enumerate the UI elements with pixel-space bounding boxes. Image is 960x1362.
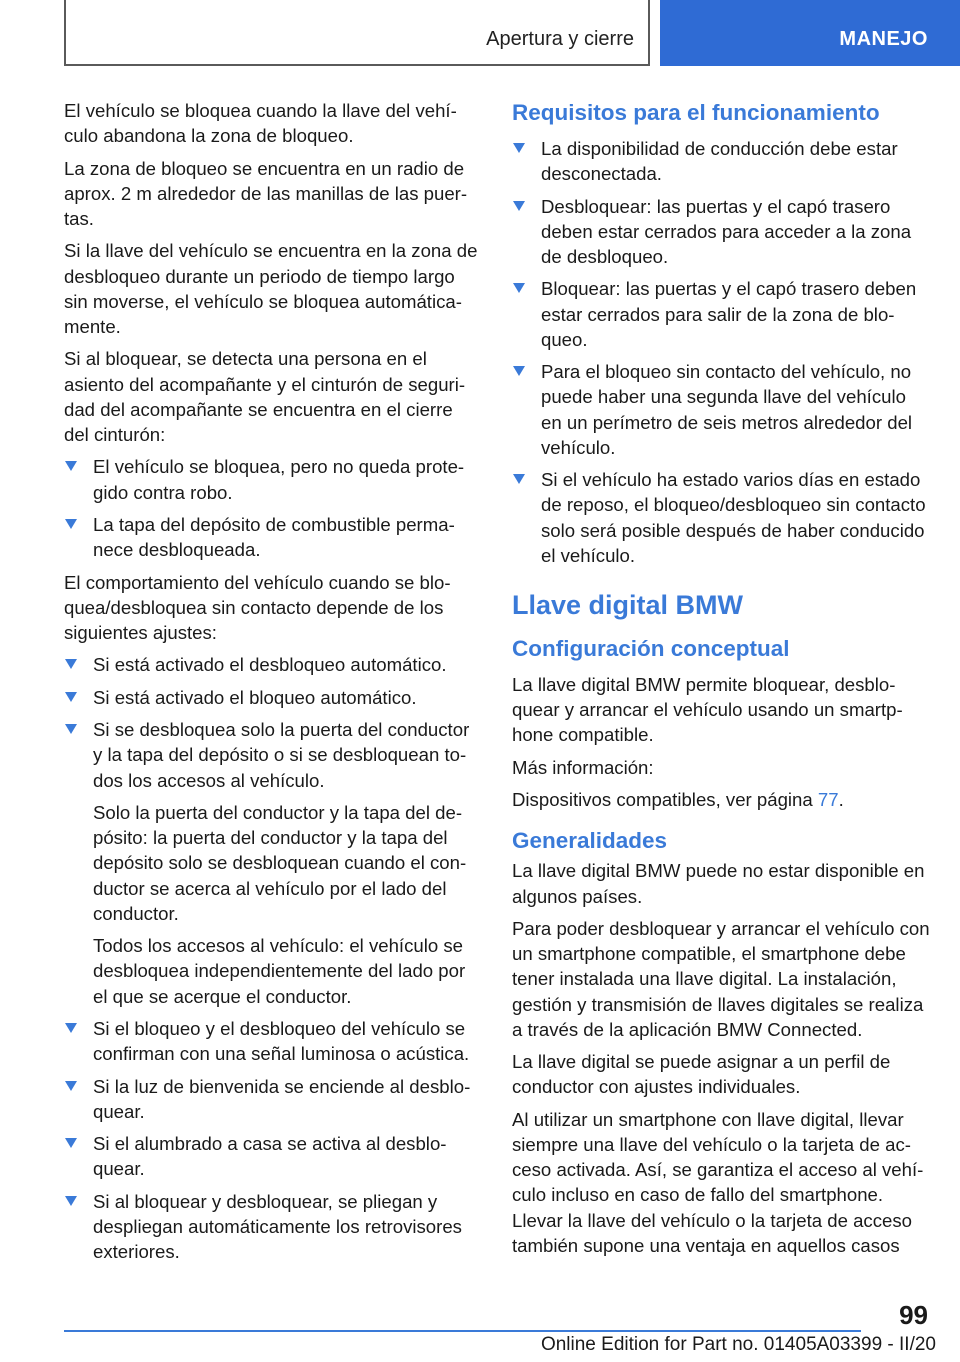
footer-divider <box>64 1330 861 1332</box>
list-item: Bloquear: las puertas y el capó trasero deben estar cerrados para salir de la zona de bloqueo. <box>512 276 930 352</box>
page-link[interactable]: 77 <box>817 789 839 811</box>
list-item: Si el alumbrado a casa se activa al desbloquear. <box>64 1131 482 1181</box>
list-subparagraph: Todos los accesos al vehículo: el vehículo se desbloquea independientemente del lado por el que se acerque el conductor. <box>93 935 466 1007</box>
page-number: 99 <box>899 1300 928 1330</box>
bullet-triangle-icon <box>65 1196 77 1206</box>
bullet-triangle-icon <box>65 1138 77 1148</box>
heading-config: Configuración conceptual <box>512 636 790 661</box>
list-item: La disponibilidad de conducción debe estar desconectada. <box>512 136 930 186</box>
bullet-triangle-icon <box>65 461 77 471</box>
bullet-triangle-icon <box>513 201 525 211</box>
list-subparagraph: Solo la puerta del conductor y la tapa del depósito: la puerta del conductor y la tapa del depósito solo se desbloquean cuando el conductor se acerca al vehículo por el lado del conductor. <box>93 801 467 924</box>
bullet-list <box>512 136 930 568</box>
heading-requirements: Requisitos para el funcionamiento <box>512 100 880 125</box>
paragraph: La llave digital BMW permite bloquear, desbloquear y arrancar el vehículo usando un smartphone compatible. <box>512 674 903 746</box>
paragraph: El comportamiento del vehículo cuando se bloquea/desbloquea sin contacto depende de los siguientes ajustes: <box>64 571 451 643</box>
paragraph: Al utilizar un smartphone con llave digital, llevar siempre una llave del vehículo o la tarjeta de acceso activada. Así, se garantiza el acceso al vehículo incluso en caso de fallo del smartphone. Llevar la llave del vehículo o la tarjeta de acceso también supone una ventaja en aquellos casos <box>512 1108 924 1256</box>
bullet-triangle-icon <box>65 659 77 669</box>
bullet-list <box>64 454 482 562</box>
list-item: Si está activado el bloqueo automático. <box>64 685 482 710</box>
paragraph: La llave digital se puede asignar a un perfil de conductor con ajustes individuales. <box>512 1051 891 1098</box>
bullet-triangle-icon <box>513 283 525 293</box>
section-title: Apertura y cierre <box>486 28 634 50</box>
list-item: Si se desbloquea solo la puerta del conductor y la tapa del depósito o si se desbloquean todos los accesos al vehículo. <box>64 717 482 793</box>
bullet-triangle-icon <box>513 366 525 376</box>
heading-general: Generalidades <box>512 828 668 854</box>
list-item: Si la luz de bienvenida se enciende al desbloquear. <box>64 1074 482 1124</box>
chapter-tab[interactable]: MANEJO <box>660 0 960 66</box>
bullet-triangle-icon <box>65 1081 77 1091</box>
paragraph: La zona de bloqueo se encuentra en un radio de aprox. 2 m alrededor de las manillas de las puertas. <box>64 157 468 229</box>
heading-digital-key: Llave digital BMW <box>512 590 744 620</box>
list-item: Si está activado el desbloqueo automático. <box>64 652 482 677</box>
right-column <box>512 98 930 1265</box>
bullet-list <box>64 652 482 1264</box>
paragraph-cross-reference: Dispositivos compatibles, ver página 77. <box>512 789 844 811</box>
paragraph: Si al bloquear, se detecta una persona en el asiento del acompañante y el cinturón de seguridad del acompañante se encuentra en el cierre del cinturón: <box>64 348 466 445</box>
list-item: Desbloquear: las puertas y el capó trasero deben estar cerrados para acceder a la zona de desbloqueo. <box>512 194 930 270</box>
bullet-triangle-icon <box>513 143 525 153</box>
paragraph: El vehículo se bloquea cuando la llave del vehículo abandona la zona de bloqueo. <box>64 100 457 147</box>
list-item: Si el bloqueo y el desbloqueo del vehículo se confirman con una señal luminosa o acústica. <box>64 1016 482 1066</box>
edition-note: Online Edition for Part no. 01405A03399 - II/20 <box>540 1334 936 1355</box>
bullet-triangle-icon <box>65 692 77 702</box>
list-item: El vehículo se bloquea, pero no queda protegido contra robo. <box>64 454 482 504</box>
paragraph: Más información: <box>512 756 654 778</box>
paragraph: Si la llave del vehículo se encuentra en la zona de desbloqueo durante un periodo de tiempo largo sin moverse, el vehículo se bloquea automáticamente. <box>64 240 478 337</box>
paragraph: La llave digital BMW puede no estar disponible en algunos países. <box>512 860 925 907</box>
bullet-triangle-icon <box>65 1023 77 1033</box>
left-column <box>64 98 482 1272</box>
paragraph: Para poder desbloquear y arrancar el vehículo con un smartphone compatible, el smartphone debe tener instalada una llave digital. La instalación, gestión y transmisión de llaves digitales se realiza a través de la aplicación BMW Connected. <box>512 917 930 1040</box>
page-header <box>0 0 960 66</box>
list-item: Para el bloqueo sin contacto del vehículo, no puede haber una segunda llave del vehículo en un perímetro de seis metros alrededor del vehículo. <box>512 359 930 460</box>
bullet-triangle-icon <box>65 724 77 734</box>
list-item: Si al bloquear y desbloquear, se pliegan y despliegan automáticamente los retrovisores exteriores. <box>64 1189 482 1265</box>
list-item: Si el vehículo ha estado varios días en estado de reposo, el bloqueo/desbloqueo sin contacto solo será posible después de haber conducido el vehículo. <box>512 467 930 568</box>
bullet-triangle-icon <box>65 519 77 529</box>
header-section-box <box>64 0 650 66</box>
list-item: La tapa del depósito de combustible permanece desbloqueada. <box>64 512 482 562</box>
bullet-triangle-icon <box>513 474 525 484</box>
